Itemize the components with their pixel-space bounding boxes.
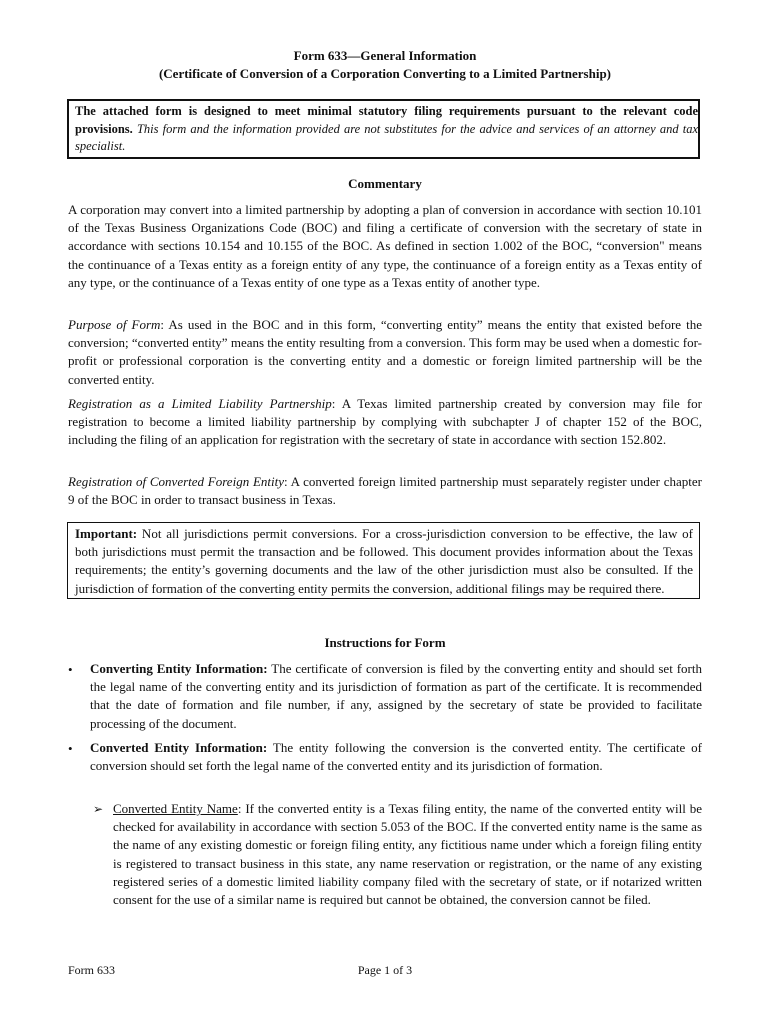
registration-llp-text: : A Texas limited partnership created by conversion may file for registration to become a limited liability partnership by complying with subchapter J of chapter 152 of the BOC, including the filing of an application for registration with the secretary of state in accordance with section 152.802. [68,396,703,448]
instruction-item-converted-entity [90,739,702,775]
important-text: Not all jurisdictions permit conversions. For a cross-jurisdiction conversion to be effective, the law of both jurisdictions must permit the transaction and be followed. This document provides information about the Texas requirements; the entity’s governing documents and the law of the other jurisdiction must also be consulted. If the jurisdiction of formation of the converting entity permits the conversion, additional filings may be required there. [75,526,693,596]
form-title: Form 633—General Information [293,48,477,63]
purpose-paragraph [68,316,702,389]
instruction-item-label: Converting Entity Information: [90,661,268,676]
registration-foreign-text: : A converted foreign limited partnership must separately register under chapter 9 of the BOC in order to transact business in Texas. [68,474,702,508]
notice-box [67,99,700,159]
commentary-heading: Commentary [348,176,422,191]
purpose-label: Purpose of Form [68,317,161,332]
registration-foreign-paragraph [68,473,702,509]
footer-page-number: Page 1 of 3 [357,963,413,977]
arrow-bullet-icon: ➢ [93,802,104,816]
bullet-icon: • [68,662,73,677]
instructions-heading: Instructions for Form [324,635,446,650]
registration-foreign-label: Registration of Converted Foreign Entity [68,474,284,489]
registration-llp-label: Registration as a Limited Liability Partnership [68,396,332,411]
notice-italic-text: This form and the information provided are not substitutes for the advice and services of an attorney and tax specialist. [75,121,699,153]
commentary-paragraph-1: A corporation may convert into a limited partnership by adopting a plan of conversion in accordance with section 10.101 of the Texas Business Organizations Code (BOC) and filing a certificate of conversion with the secretary of state in accordance with sections 10.154 and 10.155 of the BOC. As defined in section 1.002 of the BOC, “conversion" means the continuance of a Texas entity as a foreign entity of any type, the continuance of a foreign entity as a Texas entity of any type, or the continuance of a Texas entity of one type as a Texas entity of another type. [68,202,702,290]
sub-item-converted-entity-name [113,800,702,909]
form-subtitle: (Certificate of Conversion of a Corporation Converting to a Limited Partnership) [158,66,612,81]
notice-bold-text: The attached form is designed to meet minimal statutory filing requirements pursuant to the relevant code provisions. [75,104,698,136]
important-label: Important: [75,526,138,541]
important-box [67,522,700,599]
sub-item-label: Converted Entity Name [113,801,238,816]
instruction-item-label: Converted Entity Information: [90,740,268,755]
instruction-item-text: The certificate of conversion is filed by the converting entity and should set forth the legal name of the converting entity and its jurisdiction of formation as part of the certificate. It is recommended that the date of formation and file number, if any, assigned by the secretary of state be provided to facilitate processing of the document. [90,661,702,731]
bullet-icon: • [68,741,73,756]
instruction-item-converting-entity [90,660,702,733]
purpose-text: : As used in the BOC and in this form, “converting entity” means the entity that existed before the conversion; “converted entity” means the entity resulting from a conversion. This form may be used when a domestic for-profit or professional corporation is the converting entity and a domestic or foreign limited partnership will be the converted entity. [68,317,702,387]
sub-item-text: : If the converted entity is a Texas filing entity, the name of the converted entity will be checked for availability in accordance with section 5.053 of the BOC. If the converted entity name is the same as the name of any existing domestic or foreign filing entity, any fictitious name under which a foreign filing entity is registered to transact business in this state, any name reservation or registration, or the name of any existing registered series of a domestic limited liability company filed with the secretary of state, or if notarized written consent for the use of a similar name is required but cannot be obtained, the conversion cannot be filed. [113,801,703,908]
registration-llp-paragraph [68,395,702,450]
instruction-item-text: The entity following the conversion is the converted entity. The certificate of conversion should set forth the legal name of the converted entity and its jurisdiction of formation. [90,740,702,774]
footer-form-number: Form 633 [68,963,116,977]
